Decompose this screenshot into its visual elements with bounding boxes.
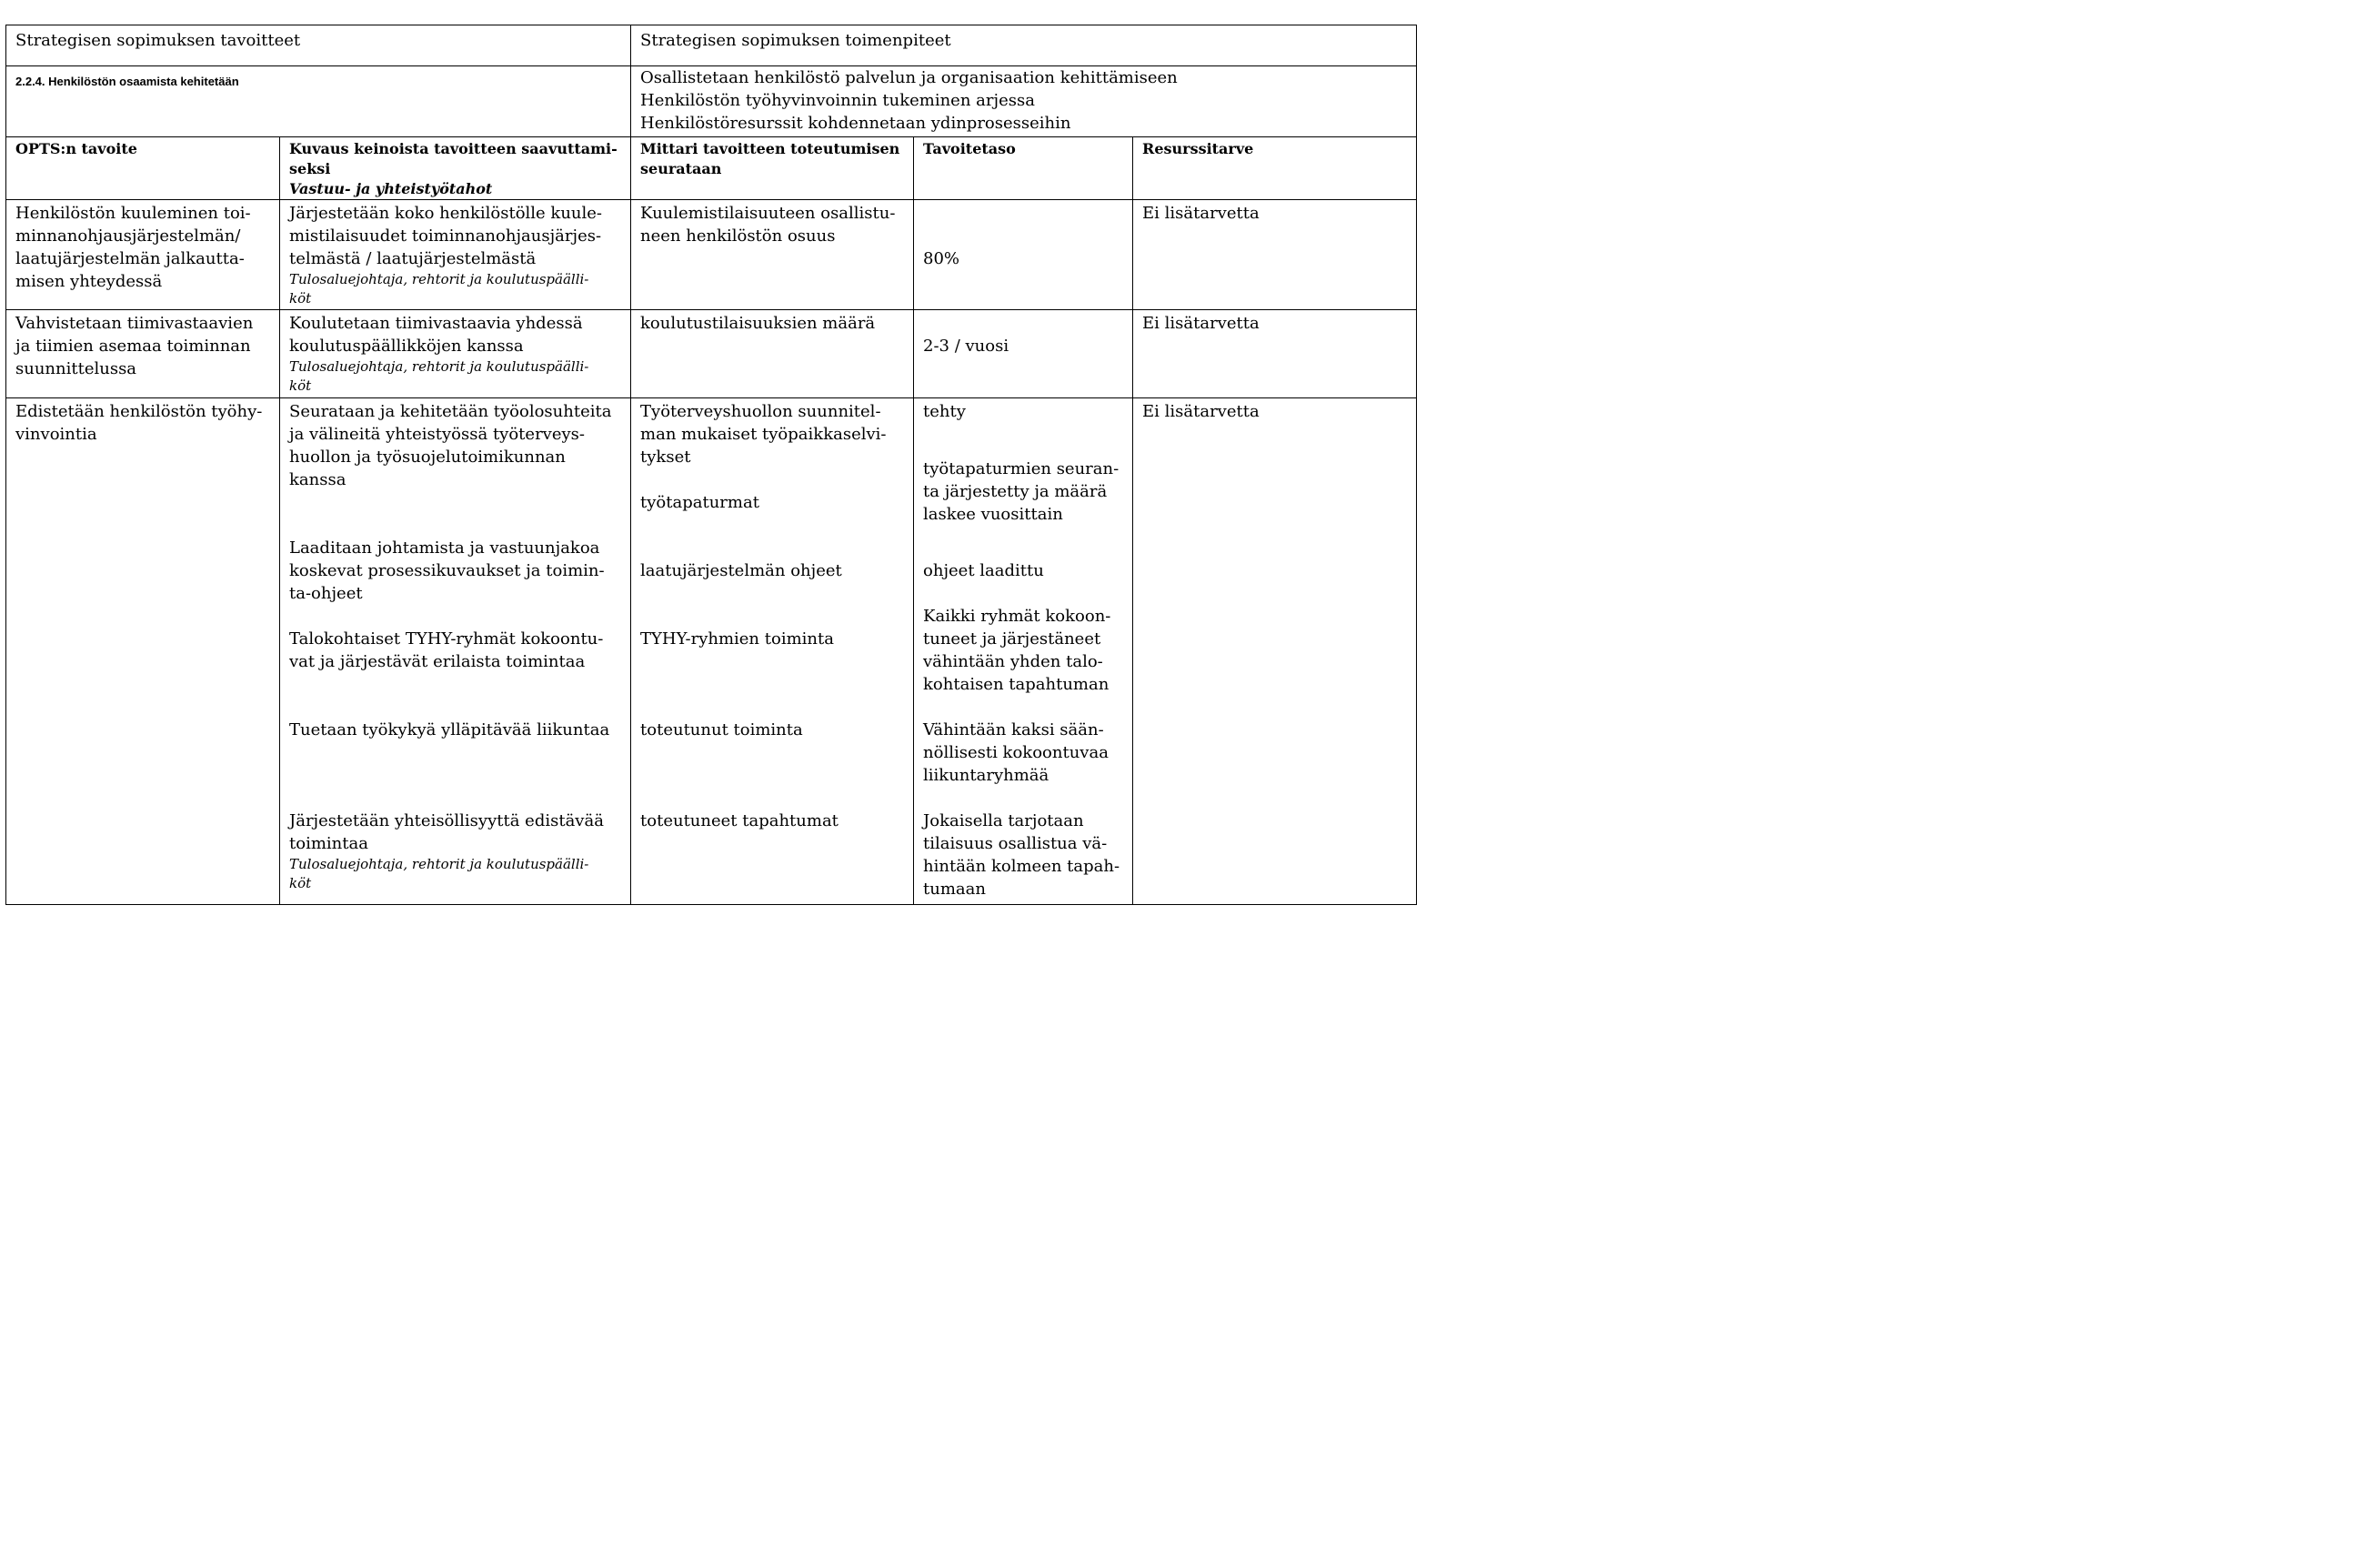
section-heading: 2.2.4. Henkilöstön osaamista kehitetään — [15, 75, 239, 88]
section-measures-cell — [631, 66, 1417, 137]
means-item: Järjestetään yhteisöllisyyttä edistävää toimintaa Tulosaluejohtaja, rehtorit ja koulutuspäälli- köt — [289, 810, 625, 893]
target-cell: 2-3 / vuosi — [914, 310, 1133, 398]
indicator-item: laatujärjestelmän ohjeet — [640, 561, 842, 580]
means-item: Laaditaan johtamista ja vastuunjakoa koskevat prosessikuvaukset ja toimin- ta-ohjeet — [289, 538, 605, 603]
col-responsible-label: Vastuu- ja yhteistyötahot — [289, 180, 493, 197]
target-cell — [914, 398, 1133, 905]
target-cell: 80% — [914, 200, 1133, 310]
target-item: ohjeet laadittu — [923, 561, 1044, 580]
indicator-item: Työterveyshuollon suunnitel- man mukaiset työpaikkaselvi- tykset — [640, 402, 887, 467]
section-heading-cell — [6, 66, 631, 137]
means-item: Seurataan ja kehitetään työolosuhteita ja välineitä yhteistyössä työterveys- huollon ja työsuojelutoimikunnan kanssa — [289, 402, 612, 489]
target-item: Jokaisella tarjotaan tilaisuus osallistua vä- hintään kolmeen tapah- tumaan — [923, 811, 1120, 899]
measures-title: Strategisen sopimuksen toimenpiteet — [640, 31, 951, 50]
section-row — [6, 66, 1417, 137]
table-row — [6, 398, 1417, 905]
table-row — [6, 200, 1417, 310]
resources-cell: Ei lisätarvetta — [1133, 398, 1417, 905]
means-cell: Järjestetään koko henkilöstölle kuule- mistilaisuudet toiminnanohjausjärjes- telmästä / laatujärjestelmästä Tulosaluejohtaja, rehtorit ja koulutuspäälli- köt — [280, 200, 631, 310]
col-indicator-header — [631, 137, 914, 200]
target-item: Vähintään kaksi sään- nöllisesti kokoontuvaa liikuntaryhmää — [923, 720, 1109, 785]
indicator-item: toteutunut toiminta — [640, 720, 803, 739]
measure-item: Henkilöstön työhyvinvoinnin tukeminen arjessa — [640, 91, 1035, 110]
indicator-item: toteutuneet tapahtumat — [640, 811, 839, 830]
measure-item: Osallistetaan henkilöstö palvelun ja organisaation kehittämiseen — [640, 68, 1178, 87]
responsible-text: Tulosaluejohtaja, rehtorit ja koulutuspäälli- — [289, 271, 589, 287]
table-row — [6, 310, 1417, 398]
goal-cell: Edistetään henkilöstön työhy- vinvointia — [6, 398, 280, 905]
indicator-item: TYHY-ryhmien toiminta — [640, 629, 834, 649]
resources-cell: Ei lisätarvetta — [1133, 310, 1417, 398]
col-means-label: seksi — [289, 160, 331, 177]
target-item: Kaikki ryhmät kokoon- tuneet ja järjestäneet vähintään yhden talo- kohtaisen tapahtuman — [923, 607, 1111, 694]
means-cell: Koulutetaan tiimivastaavia yhdessä koulutuspäällikköjen kanssa Tulosaluejohtaja, rehtorit ja koulutuspäälli- köt — [280, 310, 631, 398]
target-item: tehty — [923, 402, 966, 421]
responsible-text: köt — [289, 377, 312, 394]
goal-cell: Vahvistetaan tiimivastaavien ja tiimien asemaa toiminnan suunnittelussa — [6, 310, 280, 398]
col-resources-header: Resurssitarve — [1133, 137, 1417, 200]
indicator-item: työtapaturmat — [640, 493, 759, 512]
responsible-text: köt — [289, 875, 312, 891]
col-means-header — [280, 137, 631, 200]
indicator-cell: koulutustilaisuuksien määrä — [631, 310, 914, 398]
responsible-text: Tulosaluejohtaja, rehtorit ja koulutuspäälli- — [289, 358, 589, 375]
col-indicator-label: seurataan — [640, 160, 722, 177]
means-item: Tuetaan työkykyä ylläpitävää liikuntaa — [289, 720, 610, 739]
strategy-table — [5, 25, 1417, 905]
header-row — [6, 25, 1417, 66]
responsible-text: köt — [289, 290, 312, 307]
col-means-label: Kuvaus keinoista tavoitteen saavuttami- — [289, 140, 618, 157]
goals-title: Strategisen sopimuksen tavoitteet — [15, 31, 301, 50]
responsible-text: Tulosaluejohtaja, rehtorit ja koulutuspäälli- — [289, 856, 589, 872]
goals-title-cell — [6, 25, 631, 66]
measures-title-cell — [631, 25, 1417, 66]
resources-cell: Ei lisätarvetta — [1133, 200, 1417, 310]
indicator-cell: Kuulemistilaisuuteen osallistu- neen henkilöstön osuus — [631, 200, 914, 310]
col-indicator-label: Mittari tavoitteen toteutumisen — [640, 140, 900, 157]
column-header-row — [6, 137, 1417, 200]
col-goal-header: OPTS:n tavoite — [6, 137, 280, 200]
means-cell — [280, 398, 631, 905]
target-item: työtapaturmien seuran- ta järjestetty ja määrä laskee vuosittain — [923, 459, 1120, 524]
means-item: Talokohtaiset TYHY-ryhmät kokoontu- vat ja järjestävät erilaista toimintaa — [289, 629, 604, 671]
measure-item: Henkilöstöresurssit kohdennetaan ydinprosesseihin — [640, 114, 1071, 133]
indicator-cell — [631, 398, 914, 905]
col-target-header: Tavoitetaso — [914, 137, 1133, 200]
goal-cell: Henkilöstön kuuleminen toi- minnanohjausjärjestelmän/ laatujärjestelmän jalkautta- misen yhteydessä — [6, 200, 280, 310]
